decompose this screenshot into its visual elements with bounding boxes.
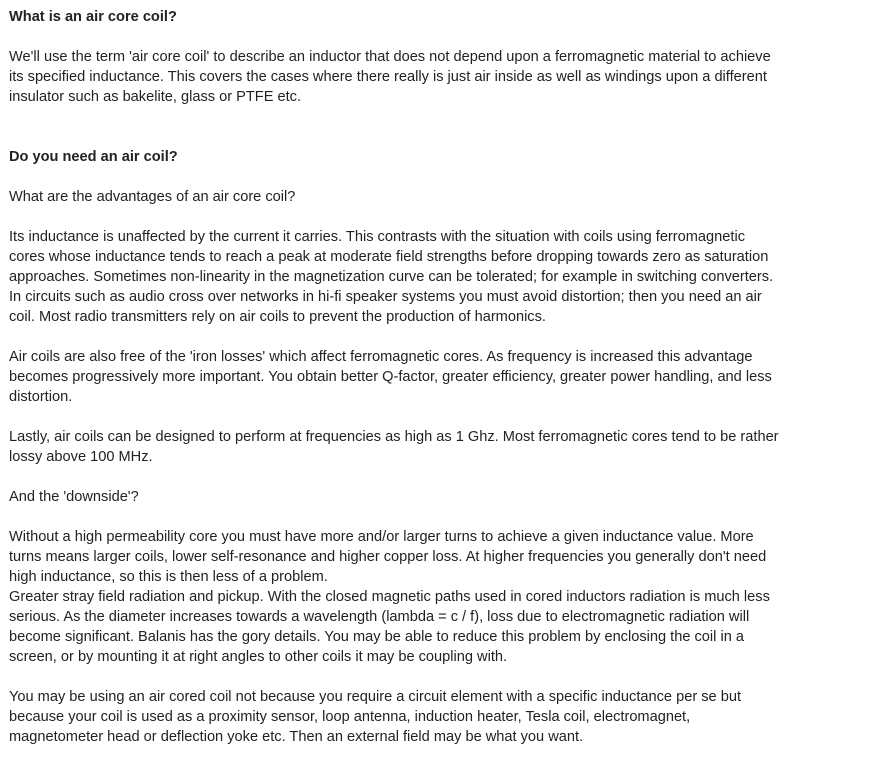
text-line: turns means larger coils, lower self-resonance and higher copper loss. At higher frequencies you generally don't need [9,549,767,565]
paragraph-definition [9,47,864,107]
paragraph-inductance-unaffected [9,227,864,327]
text-line: high inductance, so this is then less of a problem. [9,569,328,585]
text-line: Without a high permeability core you must have more and/or larger turns to achieve a given inductance value. More [9,529,754,545]
text-line: insulator such as bakelite, glass or PTFE etc. [9,89,302,105]
paragraph-iron-losses [9,347,864,407]
text-line: Lastly, air coils can be designed to perform at frequencies as high as 1 Ghz. Most ferromagnetic cores tend to be rather [9,429,779,445]
text-line: And the 'downside'? [9,489,139,505]
paragraph-advantages-question [9,187,864,207]
paragraph-downside-question [9,487,864,507]
text-line: become significant. Balanis has the gory details. You may be able to reduce this problem by enclosing the coil in a [9,629,744,645]
text-line: its specified inductance. This covers the cases where there really is just air inside as well as windings upon a different [9,69,767,85]
text-line: cores whose inductance tends to reach a peak at moderate field strengths before dropping towards zero as saturation [9,249,769,265]
text-line: becomes progressively more important. You obtain better Q-factor, greater efficiency, greater power handling, and less [9,369,772,385]
paragraph-downsides [9,527,864,667]
text-line: Air coils are also free of the 'iron losses' which affect ferromagnetic cores. As frequency is increased this advantage [9,349,753,365]
text-line: Greater stray field radiation and pickup. With the closed magnetic paths used in cored inductors radiation is much less [9,589,770,605]
text-line: magnetometer head or deflection yoke etc. Then an external field may be what you want. [9,729,584,745]
text-line: What are the advantages of an air core coil? [9,189,296,205]
text-line: In circuits such as audio cross over networks in hi-fi speaker systems you must avoid distortion; then you need an air [9,289,762,305]
paragraph-other-uses [9,687,864,747]
paragraph-high-frequency [9,427,864,467]
section-heading-what-is-air-core-coil: What is an air core coil? [9,9,177,25]
text-line: Its inductance is unaffected by the current it carries. This contrasts with the situation with coils using ferromagnetic [9,229,745,245]
text-line: screen, or by mounting it at right angles to other coils it may be coupling with. [9,649,508,665]
text-line: You may be using an air cored coil not because you require a circuit element with a specific inductance per se but [9,689,741,705]
text-line: We'll use the term 'air core coil' to describe an inductor that does not depend upon a ferromagnetic material to achieve [9,49,771,65]
section-heading-do-you-need-air-coil: Do you need an air coil? [9,149,178,165]
text-line: coil. Most radio transmitters rely on air coils to prevent the production of harmonics. [9,309,546,325]
text-line: distortion. [9,389,73,405]
text-line: lossy above 100 MHz. [9,449,153,465]
text-line: because your coil is used as a proximity sensor, loop antenna, induction heater, Tesla coil, electromagnet, [9,709,691,725]
text-line: serious. As the diameter increases towards a wavelength (lambda = c / f), loss due to electromagnetic radiation will [9,609,750,625]
text-line: approaches. Sometimes non-linearity in the magnetization curve can be tolerated; for example in switching converters. [9,269,774,285]
